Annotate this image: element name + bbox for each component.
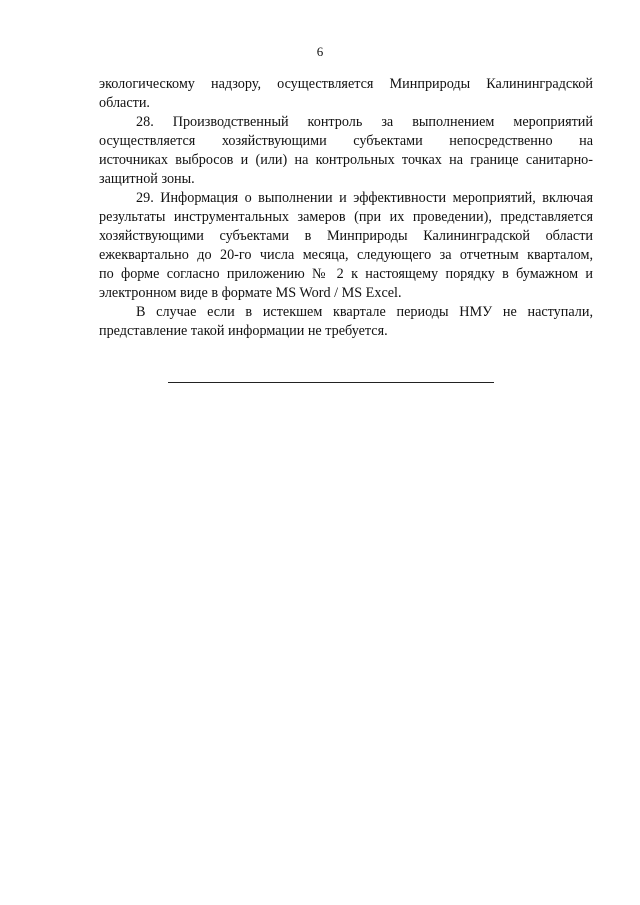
page-number: 6: [316, 44, 324, 59]
text-line: результаты инструментальных замеров (при их проведении), представляется: [99, 209, 593, 225]
text-line: по форме согласно приложению № 2 к настоящему порядку в бумажном и: [99, 266, 593, 282]
text-line: электронном виде в формате MS Word / MS Excel.: [99, 285, 402, 301]
end-rule: [168, 382, 494, 383]
paragraph-final-start: В случае если в истекшем квартале периоды НМУ не наступали,: [136, 304, 593, 320]
paragraph-28-start: 28. Производственный контроль за выполнением мероприятий: [136, 114, 593, 130]
text-line: защитной зоны.: [99, 171, 195, 187]
text-line: источниках выбросов и (или) на контрольных точках на границе санитарно-: [99, 152, 593, 168]
text-line: осуществляется хозяйствующими субъектами непосредственно на: [99, 133, 593, 149]
paragraph-29-start: 29. Информация о выполнении и эффективности мероприятий, включая: [136, 190, 593, 206]
text-line: представление такой информации не требуется.: [99, 323, 388, 339]
text-line: экологическому надзору, осуществляется Минприроды Калининградской: [99, 76, 593, 92]
text-line: ежеквартально до 20-го числа месяца, следующего за отчетным кварталом,: [99, 247, 593, 263]
text-line: хозяйствующими субъектами в Минприроды Калининградской области: [99, 228, 593, 244]
text-line: области.: [99, 95, 150, 111]
